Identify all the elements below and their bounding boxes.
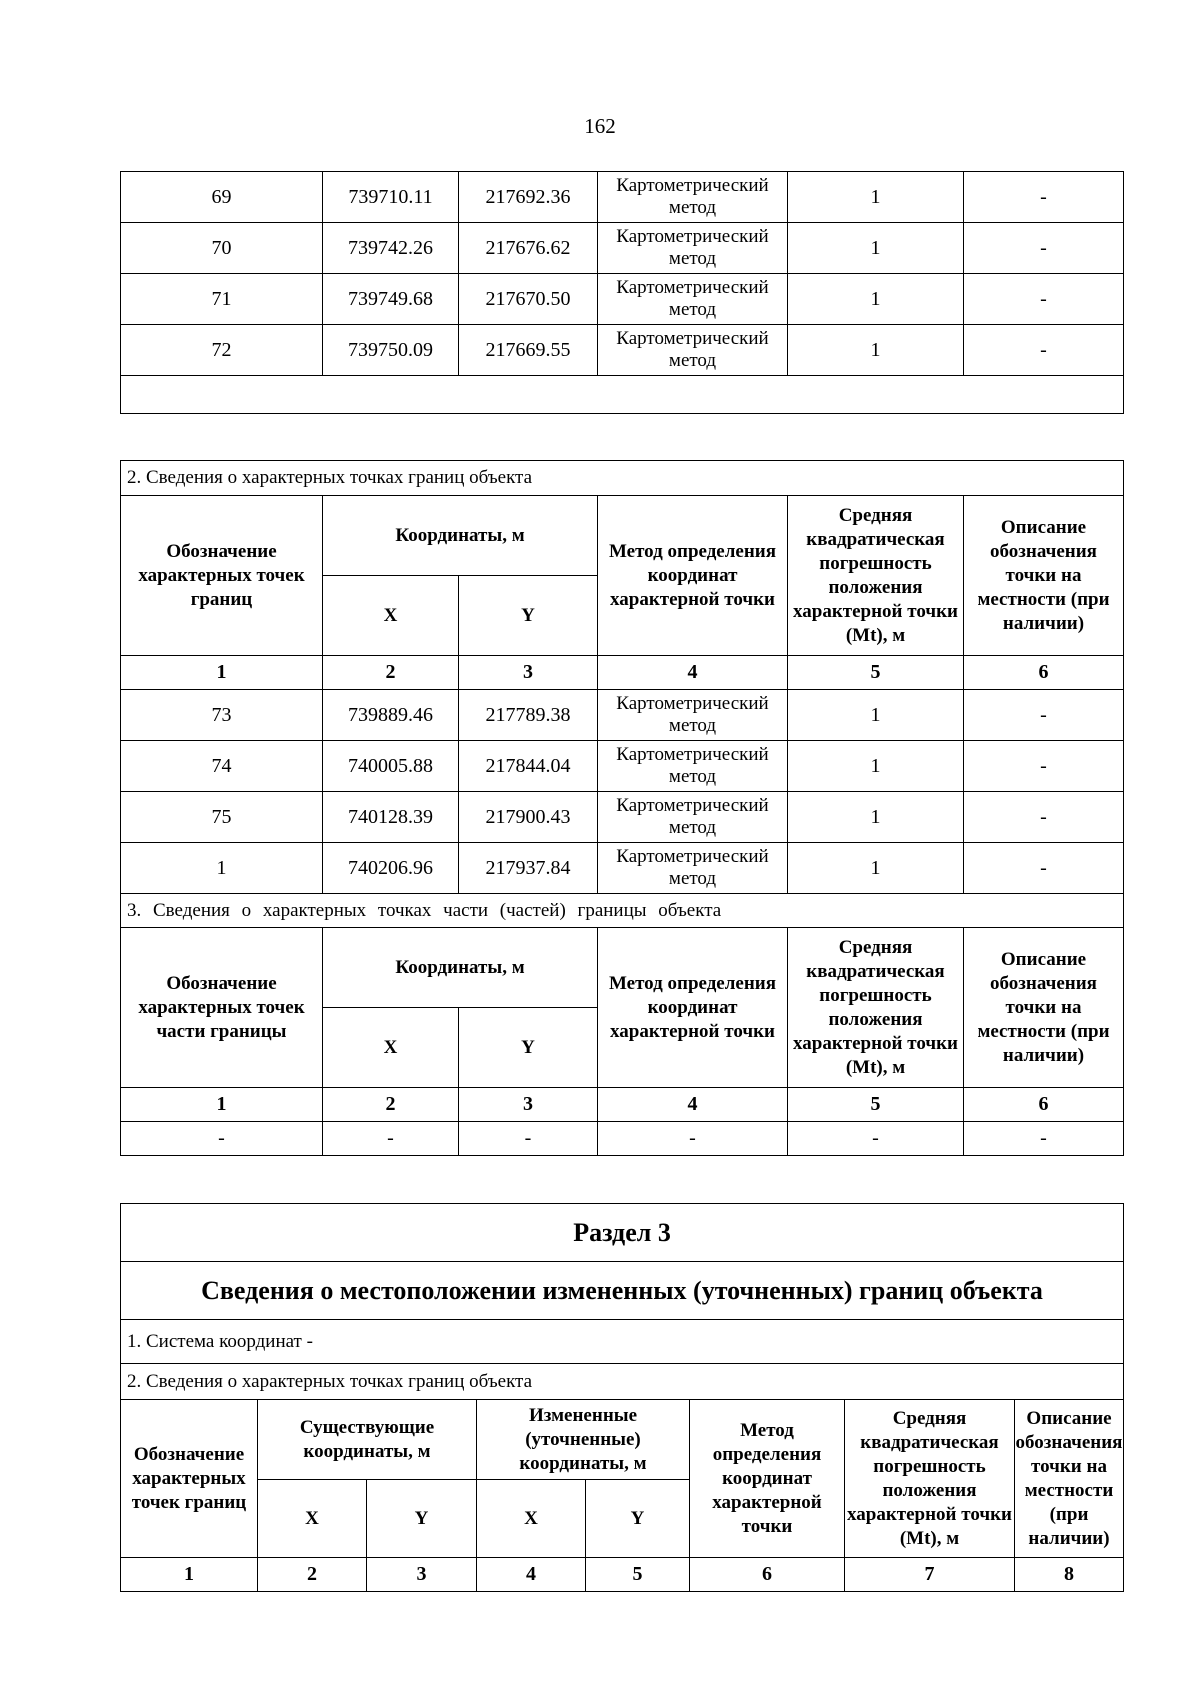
column-number: 7	[845, 1558, 1015, 1592]
header-desc: Описание обозначения точки на местности (при наличии)	[964, 496, 1124, 656]
x-cell: 739750.09	[323, 325, 459, 376]
header-desc: Описание обозначения точки на местности (при наличии)	[964, 928, 1124, 1088]
point-cell: 74	[121, 741, 323, 792]
column-number: 4	[477, 1558, 586, 1592]
desc-cell: -	[964, 843, 1124, 894]
table-row	[121, 690, 1124, 741]
point-cell: 71	[121, 274, 323, 325]
column-number: 2	[323, 1088, 459, 1122]
y-cell: 217669.55	[459, 325, 598, 376]
header-existing-y: Y	[367, 1480, 477, 1558]
desc-cell: -	[964, 792, 1124, 843]
y-cell: 217937.84	[459, 843, 598, 894]
section-title: Раздел 3	[121, 1204, 1124, 1262]
table-row	[121, 325, 1124, 376]
table-row	[121, 223, 1124, 274]
desc-cell: -	[964, 274, 1124, 325]
column-number: 4	[598, 656, 788, 690]
desc-cell: -	[964, 172, 1124, 223]
header-designation-part: Обозначение характерных точек части границы	[121, 928, 323, 1088]
page-number: 162	[584, 114, 616, 138]
header-method: Метод определения координат характерной точки	[598, 496, 788, 656]
mt-cell: 1	[788, 792, 964, 843]
column-number: 3	[459, 656, 598, 690]
mt-cell: 1	[788, 843, 964, 894]
column-number: 8	[1015, 1558, 1124, 1592]
x-cell: 740206.96	[323, 843, 459, 894]
section3-caption: 2. Сведения о характерных точках границ объекта	[121, 1364, 1124, 1400]
column-number: 6	[964, 656, 1124, 690]
method-cell: Картометрический метод	[598, 325, 788, 376]
desc-cell: -	[964, 325, 1124, 376]
column-number: -	[459, 1122, 598, 1156]
mt-cell: 1	[788, 325, 964, 376]
method-cell: Картометрический метод	[598, 690, 788, 741]
desc-cell: -	[964, 741, 1124, 792]
section-subtitle: Сведения о местоположении измененных (уточненных) границ объекта	[121, 1262, 1124, 1320]
header-x: X	[323, 576, 459, 656]
method-cell: Картометрический метод	[598, 741, 788, 792]
header-mt: Средняя квадратическая погрешность положения характерной точки (Mt), м	[788, 496, 964, 656]
y-cell: 217844.04	[459, 741, 598, 792]
column-number: 3	[367, 1558, 477, 1592]
point-cell: 75	[121, 792, 323, 843]
header-designation: Обозначение характерных точек границ	[121, 1400, 258, 1558]
desc-cell: -	[964, 223, 1124, 274]
coord-system: 1. Система координат -	[121, 1320, 1124, 1364]
x-cell: 740005.88	[323, 741, 459, 792]
header-changed-y: Y	[586, 1480, 690, 1558]
section3-table	[120, 1203, 1124, 1592]
header-changed-x: X	[477, 1480, 586, 1558]
header-x: X	[323, 1008, 459, 1088]
y-cell: 217692.36	[459, 172, 598, 223]
header-coords: Координаты, м	[323, 496, 598, 576]
continued-points-table	[120, 171, 1124, 414]
column-number: 1	[121, 1558, 258, 1592]
method-cell: Картометрический метод	[598, 223, 788, 274]
column-number: -	[598, 1122, 788, 1156]
mt-cell: 1	[788, 223, 964, 274]
header-y: Y	[459, 576, 598, 656]
method-cell: Картометрический метод	[598, 172, 788, 223]
table-row	[121, 172, 1124, 223]
header-designation: Обозначение характерных точек границ	[121, 496, 323, 656]
table3-caption: 3. Сведения о характерных точках части (частей) границы объекта	[121, 894, 1124, 928]
method-cell: Картометрический метод	[598, 792, 788, 843]
column-number: 2	[323, 656, 459, 690]
x-cell: 739889.46	[323, 690, 459, 741]
column-number: 5	[788, 656, 964, 690]
header-mt: Средняя квадратическая погрешность положения характерной точки (Mt), м	[845, 1400, 1015, 1558]
header-desc: Описание обозначения точки на местности (при наличии)	[1015, 1400, 1124, 1558]
column-number: -	[964, 1122, 1124, 1156]
x-cell: 739710.11	[323, 172, 459, 223]
mt-cell: 1	[788, 172, 964, 223]
column-number: 5	[586, 1558, 690, 1592]
mt-cell: 1	[788, 741, 964, 792]
column-number: 2	[258, 1558, 367, 1592]
column-number: 4	[598, 1088, 788, 1122]
y-cell: 217789.38	[459, 690, 598, 741]
method-cell: Картометрический метод	[598, 843, 788, 894]
point-cell: 69	[121, 172, 323, 223]
table2-caption: 2. Сведения о характерных точках границ объекта	[121, 461, 1124, 496]
point-cell: 70	[121, 223, 323, 274]
y-cell: 217676.62	[459, 223, 598, 274]
point-cell: 73	[121, 690, 323, 741]
header-existing-coords: Существующие координаты, м	[258, 1400, 477, 1480]
y-cell: 217670.50	[459, 274, 598, 325]
table-row	[121, 792, 1124, 843]
empty-row	[121, 376, 1124, 414]
y-cell: 217900.43	[459, 792, 598, 843]
column-number: -	[121, 1122, 323, 1156]
header-changed-coords: Измененные (уточненные) координаты, м	[477, 1400, 690, 1480]
column-number: 3	[459, 1088, 598, 1122]
x-cell: 739749.68	[323, 274, 459, 325]
column-number: -	[323, 1122, 459, 1156]
column-number: 6	[964, 1088, 1124, 1122]
header-coords: Координаты, м	[323, 928, 598, 1008]
column-number: 5	[788, 1088, 964, 1122]
header-method: Метод определения координат характерной точки	[598, 928, 788, 1088]
x-cell: 740128.39	[323, 792, 459, 843]
header-mt: Средняя квадратическая погрешность положения характерной точки (Mt), м	[788, 928, 964, 1088]
column-number: 6	[690, 1558, 845, 1592]
header-existing-x: X	[258, 1480, 367, 1558]
desc-cell: -	[964, 690, 1124, 741]
mt-cell: 1	[788, 690, 964, 741]
table-row	[121, 274, 1124, 325]
point-cell: 1	[121, 843, 323, 894]
x-cell: 739742.26	[323, 223, 459, 274]
table-row	[121, 741, 1124, 792]
column-number: -	[788, 1122, 964, 1156]
table-row	[121, 843, 1124, 894]
header-method: Метод определения координат характерной точки	[690, 1400, 845, 1558]
column-number: 1	[121, 1088, 323, 1122]
boundary-points-table	[120, 460, 1124, 1156]
point-cell: 72	[121, 325, 323, 376]
method-cell: Картометрический метод	[598, 274, 788, 325]
mt-cell: 1	[788, 274, 964, 325]
column-number: 1	[121, 656, 323, 690]
header-y: Y	[459, 1008, 598, 1088]
